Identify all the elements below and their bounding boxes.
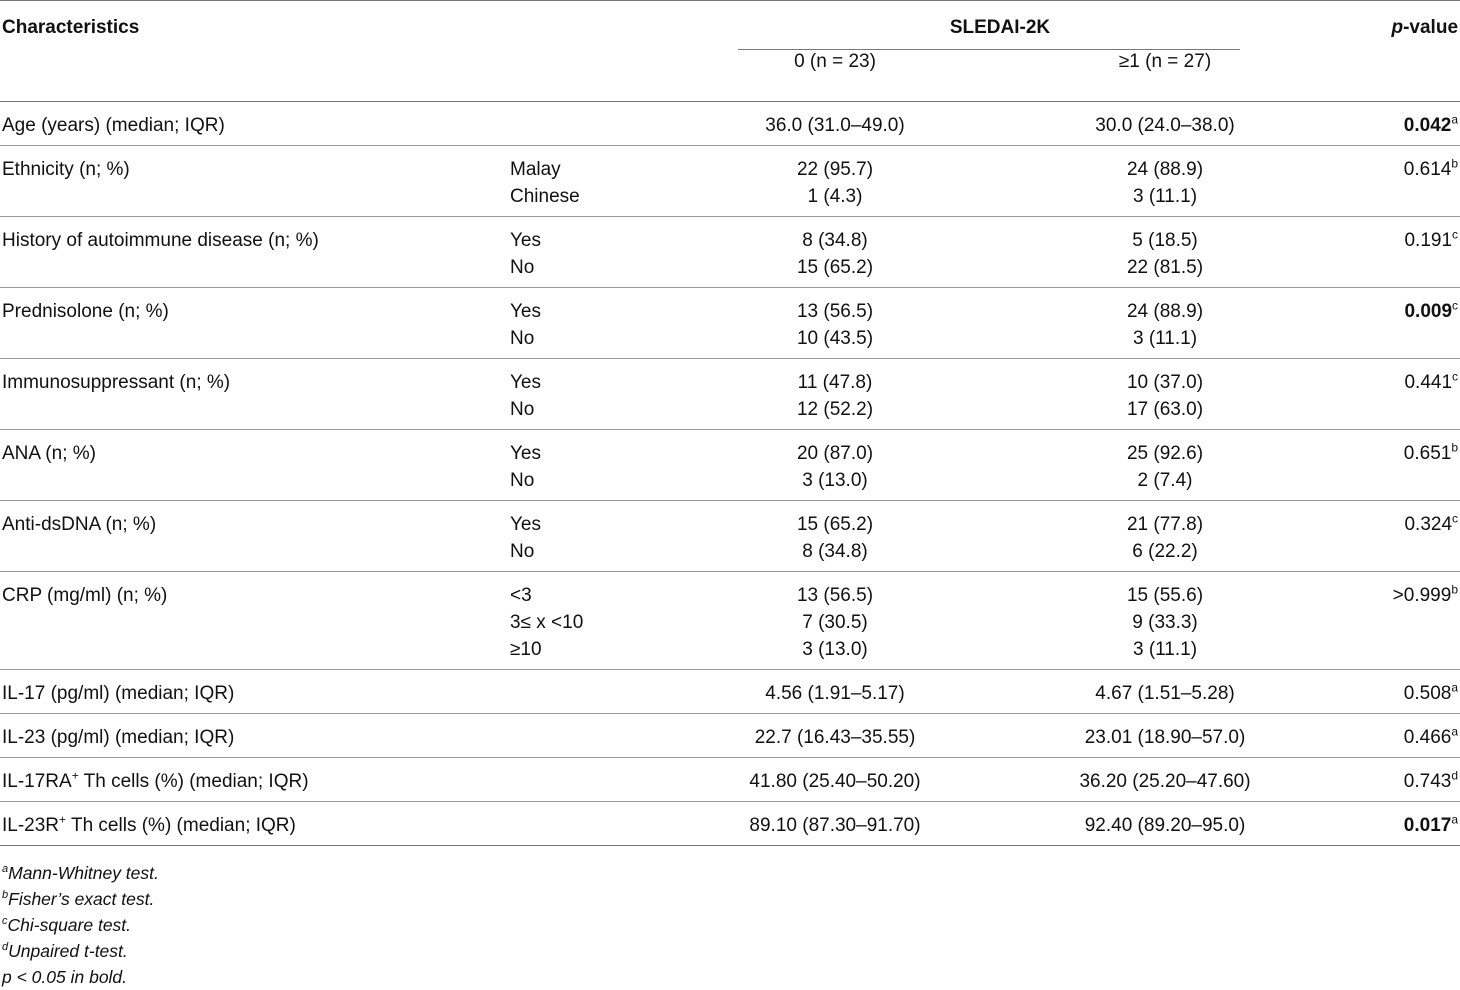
row-value-zero-line: 36.0 (31.0–49.0) (765, 115, 905, 136)
row-label (0, 572, 500, 670)
table-row (0, 217, 1460, 288)
row-value-one-line: 30.0 (24.0–38.0) (1095, 115, 1235, 136)
row-pvalue-test-mark: c (1452, 227, 1459, 242)
row-pvalue (1330, 802, 1460, 846)
row-value-zero (670, 501, 1000, 572)
row-pvalue-test-mark: a (1451, 112, 1459, 127)
row-pvalue-test-mark: c (1452, 369, 1459, 384)
row-value-one-line: 23.01 (18.90–57.0) (1084, 727, 1246, 748)
row-subcategory (500, 430, 670, 501)
row-value-one-line: 17 (63.0) (1126, 399, 1204, 420)
row-subcategory-line: <3 (510, 585, 532, 606)
row-pvalue (1330, 572, 1460, 670)
row-value-zero-line: 7 (30.5) (802, 612, 868, 633)
row-value-one-line: 5 (18.5) (1132, 230, 1198, 251)
row-value-one-line: 3 (11.1) (1132, 186, 1198, 207)
row-value-one-line: 24 (88.9) (1126, 159, 1204, 180)
row-value-one-line: 9 (33.3) (1132, 612, 1198, 633)
header-col-zero: 0 (n = 23) (670, 51, 1000, 102)
row-value-one (1000, 102, 1330, 146)
footnote-text: p < 0.05 in bold. (2, 967, 128, 987)
row-value-zero (670, 288, 1000, 359)
row-subcategory-line (510, 724, 670, 751)
footnote (2, 886, 159, 912)
row-subcategory (500, 288, 670, 359)
row-pvalue (1330, 288, 1460, 359)
row-pvalue-test-mark: c (1452, 511, 1459, 526)
row-value-zero-line: 3 (13.0) (802, 639, 868, 660)
row-pvalue-number: 0.324 (1404, 514, 1453, 535)
row-value-zero (670, 217, 1000, 288)
row-value-one (1000, 714, 1330, 758)
row-subcategory-line: Yes (510, 230, 541, 251)
table-row (0, 758, 1460, 802)
header-pvalue (1330, 1, 1460, 52)
footnote-mark: b (2, 889, 9, 902)
row-pvalue-test-mark: b (1451, 156, 1459, 171)
table-row (0, 288, 1460, 359)
row-label-text: Immunosuppressant (n; %) (2, 372, 231, 393)
row-subcategory-line: Yes (510, 514, 541, 535)
table-body (0, 102, 1460, 846)
row-value-zero-line: 1 (4.3) (807, 186, 863, 207)
footnote-text: Fisher’s exact test. (8, 889, 155, 909)
row-pvalue (1330, 758, 1460, 802)
row-label-text: History of autoimmune disease (n; %) (2, 230, 319, 251)
row-value-zero (670, 359, 1000, 430)
row-pvalue-number: 0.508 (1403, 683, 1452, 704)
footnote-mark: c (2, 915, 8, 928)
row-pvalue (1330, 102, 1460, 146)
row-value-one-line: 92.40 (89.20–95.0) (1084, 815, 1246, 836)
row-value-one-line: 22 (81.5) (1126, 257, 1204, 278)
row-label-text: ANA (n; %) (2, 443, 96, 464)
row-value-zero-line: 3 (13.0) (802, 470, 868, 491)
table-row (0, 501, 1460, 572)
footnote-mark: a (2, 863, 9, 876)
row-pvalue-test-mark: a (1451, 680, 1459, 695)
row-label-text: Prednisolone (n; %) (2, 301, 169, 322)
row-subcategory-line: No (510, 328, 535, 349)
row-label-text: Ethnicity (n; %) (2, 159, 130, 180)
row-value-zero-line: 89.10 (87.30–91.70) (749, 815, 921, 836)
row-value-zero-line: 12 (52.2) (796, 399, 874, 420)
row-label (0, 802, 500, 846)
row-subcategory-line: Yes (510, 301, 541, 322)
row-pvalue-number: >0.999 (1392, 585, 1452, 606)
row-value-zero-line: 15 (65.2) (796, 257, 874, 278)
footnote-text: Unpaired t-test. (8, 941, 128, 961)
row-value-zero (670, 430, 1000, 501)
row-subcategory-line: 3≤ x <10 (510, 612, 584, 633)
row-subcategory (500, 102, 670, 146)
row-value-one (1000, 359, 1330, 430)
row-subcategory (500, 217, 670, 288)
row-subcategory-line: No (510, 399, 535, 420)
row-label (0, 102, 500, 146)
row-pvalue (1330, 359, 1460, 430)
row-value-one-line: 6 (22.2) (1132, 541, 1198, 562)
row-pvalue-number: 0.017 (1403, 815, 1452, 836)
row-pvalue (1330, 430, 1460, 501)
header-pvalue-rest: -value (1403, 17, 1459, 38)
row-subcategory-line: No (510, 541, 535, 562)
row-subcategory (500, 501, 670, 572)
row-subcategory (500, 359, 670, 430)
row-value-one (1000, 572, 1330, 670)
row-subcategory-line (510, 112, 670, 139)
row-pvalue (1330, 501, 1460, 572)
table-row (0, 714, 1460, 758)
row-label (0, 430, 500, 501)
row-value-zero (670, 572, 1000, 670)
row-label (0, 714, 500, 758)
row-subcategory (500, 758, 670, 802)
row-subcategory-line (510, 768, 670, 795)
row-value-zero-line: 15 (65.2) (796, 514, 874, 535)
row-value-zero-line: 22 (95.7) (796, 159, 874, 180)
footnote (2, 860, 159, 886)
row-value-one (1000, 670, 1330, 714)
row-value-zero-line: 4.56 (1.91–5.17) (765, 683, 905, 704)
row-pvalue-number: 0.042 (1403, 115, 1452, 136)
group-underline (738, 49, 1240, 50)
row-value-zero (670, 802, 1000, 846)
row-subcategory (500, 146, 670, 217)
row-label (0, 146, 500, 217)
row-label (0, 217, 500, 288)
row-value-one-line: 2 (7.4) (1137, 470, 1193, 491)
row-value-zero-line: 20 (87.0) (796, 443, 874, 464)
footnote-text: Chi-square test. (7, 915, 132, 935)
footnote (2, 964, 159, 990)
row-label-rest: Th cells (%) (median; IQR) (66, 815, 296, 836)
table-row (0, 430, 1460, 501)
header-pvalue-p: p (1391, 17, 1404, 38)
row-subcategory-line: Yes (510, 443, 541, 464)
row-value-one-line: 15 (55.6) (1126, 585, 1204, 606)
row-value-zero (670, 146, 1000, 217)
row-subcategory-line: No (510, 470, 535, 491)
row-pvalue-test-mark: a (1451, 724, 1459, 739)
row-pvalue-test-mark: b (1451, 582, 1459, 597)
row-value-zero-line: 41.80 (25.40–50.20) (749, 771, 921, 792)
row-pvalue-test-mark: c (1452, 298, 1459, 313)
row-value-one-line: 3 (11.1) (1132, 639, 1198, 660)
row-subcategory (500, 572, 670, 670)
row-pvalue-number: 0.614 (1403, 159, 1452, 180)
row-value-one (1000, 217, 1330, 288)
row-value-zero-line: 22.7 (16.43–35.55) (754, 727, 916, 748)
row-label-text: Age (years) (median; IQR) (2, 115, 225, 136)
row-value-one (1000, 758, 1330, 802)
footnote-text: Mann-Whitney test. (8, 863, 159, 883)
row-value-zero-line: 13 (56.5) (796, 585, 874, 606)
row-label-text: CRP (mg/ml) (n; %) (2, 585, 168, 606)
row-value-zero-line: 10 (43.5) (796, 328, 874, 349)
row-pvalue-number: 0.441 (1404, 372, 1453, 393)
table-row (0, 670, 1460, 714)
row-pvalue-number: 0.743 (1403, 771, 1452, 792)
row-value-zero (670, 714, 1000, 758)
row-subcategory-line (510, 812, 670, 839)
row-pvalue-number: 0.651 (1403, 443, 1452, 464)
row-value-zero (670, 758, 1000, 802)
header-characteristics-text: Characteristics (2, 17, 140, 38)
row-subcategory-line: ≥10 (510, 639, 542, 660)
row-subcategory-line (510, 680, 670, 707)
row-pvalue (1330, 146, 1460, 217)
row-value-zero-line: 13 (56.5) (796, 301, 874, 322)
row-subcategory-line: Chinese (510, 186, 580, 207)
row-value-one (1000, 802, 1330, 846)
row-label-text: IL-23 (pg/ml) (median; IQR) (2, 727, 235, 748)
row-value-one (1000, 146, 1330, 217)
row-subcategory (500, 714, 670, 758)
row-value-one-line: 24 (88.9) (1126, 301, 1204, 322)
table-row (0, 146, 1460, 217)
row-value-one (1000, 288, 1330, 359)
row-pvalue-test-mark: d (1451, 768, 1459, 783)
row-value-one-line: 4.67 (1.51–5.28) (1095, 683, 1235, 704)
footnote (2, 912, 159, 938)
header-group-sledai (670, 1, 1330, 52)
row-subcategory-line: Yes (510, 372, 541, 393)
row-label (0, 288, 500, 359)
row-pvalue (1330, 714, 1460, 758)
row-label-text: IL-17 (pg/ml) (median; IQR) (2, 683, 235, 704)
row-value-one-line: 10 (37.0) (1126, 372, 1204, 393)
row-value-one-line: 3 (11.1) (1132, 328, 1198, 349)
row-subcategory (500, 670, 670, 714)
table-row (0, 359, 1460, 430)
footnote (2, 938, 159, 964)
row-value-one (1000, 430, 1330, 501)
footnote-mark: d (2, 941, 9, 954)
row-pvalue-number: 0.191 (1404, 230, 1453, 251)
row-label-text: Anti-dsDNA (n; %) (2, 514, 157, 535)
row-value-one (1000, 501, 1330, 572)
row-subcategory (500, 802, 670, 846)
row-label (0, 359, 500, 430)
row-value-zero-line: 8 (34.8) (802, 230, 868, 251)
row-pvalue (1330, 670, 1460, 714)
row-pvalue (1330, 217, 1460, 288)
row-pvalue-test-mark: b (1451, 440, 1459, 455)
header-group-title: SLEDAI-2K (949, 17, 1051, 38)
row-value-one-line: 21 (77.8) (1126, 514, 1204, 535)
row-label-text: IL-17RA (2, 771, 72, 792)
row-value-zero (670, 102, 1000, 146)
header-col-one: ≥1 (n = 27) (1000, 51, 1330, 102)
row-label-text: IL-23R (2, 815, 60, 836)
table-row (0, 102, 1460, 146)
table-header (0, 1, 1460, 102)
row-label (0, 501, 500, 572)
header-characteristics (0, 1, 500, 52)
row-value-one-line: 25 (92.6) (1126, 443, 1204, 464)
row-pvalue-number: 0.009 (1404, 301, 1453, 322)
row-value-zero-line: 11 (47.8) (797, 372, 873, 393)
table-row (0, 802, 1460, 846)
row-label (0, 670, 500, 714)
row-label-sup: + (59, 812, 67, 827)
row-value-zero (670, 670, 1000, 714)
row-pvalue-test-mark: a (1451, 812, 1459, 827)
row-label-rest: Th cells (%) (median; IQR) (78, 771, 309, 792)
row-label-sup: + (71, 768, 79, 783)
row-value-one-line: 36.20 (25.20–47.60) (1079, 771, 1251, 792)
row-subcategory-line: Malay (510, 159, 561, 180)
row-label (0, 758, 500, 802)
table-footnotes (2, 860, 159, 990)
row-value-zero-line: 8 (34.8) (802, 541, 868, 562)
table-row (0, 572, 1460, 670)
row-subcategory-line: No (510, 257, 535, 278)
row-pvalue-number: 0.466 (1403, 727, 1452, 748)
